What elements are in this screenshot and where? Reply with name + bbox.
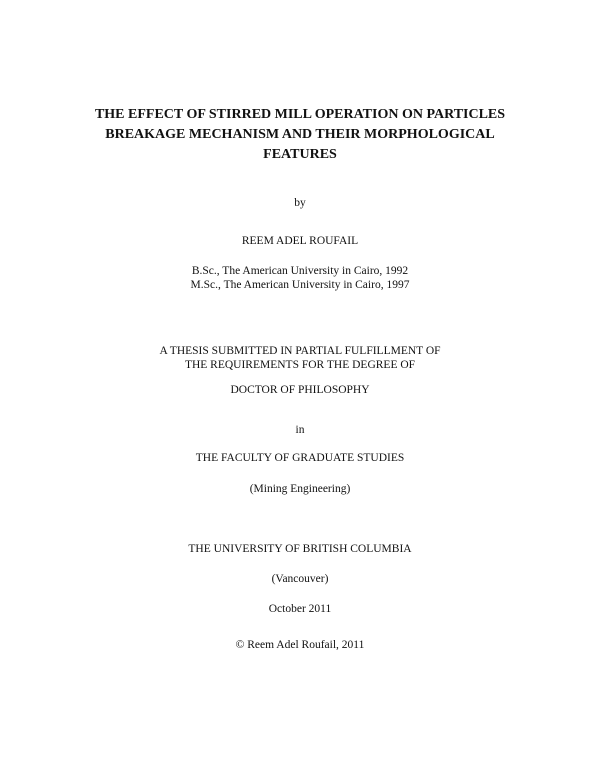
faculty-name: THE FACULTY OF GRADUATE STUDIES <box>195 452 405 464</box>
submission-line-2: THE REQUIREMENTS FOR THE DEGREE OF <box>184 359 416 371</box>
submission-line-1: A THESIS SUBMITTED IN PARTIAL FULFILLMENT OF <box>159 345 441 357</box>
copyright-notice: © Reem Adel Roufail, 2011 <box>235 639 365 651</box>
by-label: by <box>294 197 306 209</box>
submission-date: October 2011 <box>268 603 332 615</box>
thesis-title-line-3: FEATURES <box>263 147 337 162</box>
degree-bsc: B.Sc., The American University in Cairo, 1992 <box>191 265 409 277</box>
degree-msc: M.Sc., The American University in Cairo, 1997 <box>190 279 410 291</box>
in-label: in <box>295 424 305 436</box>
university-name: THE UNIVERSITY OF BRITISH COLUMBIA <box>188 543 412 555</box>
city-name: (Vancouver) <box>271 573 329 585</box>
department-name: (Mining Engineering) <box>249 483 351 495</box>
degree-name: DOCTOR OF PHILOSOPHY <box>230 384 370 396</box>
author-name: REEM ADEL ROUFAIL <box>241 235 359 247</box>
thesis-title-line-1: THE EFFECT OF STIRRED MILL OPERATION ON PARTICLES <box>94 107 506 122</box>
thesis-title-line-2: BREAKAGE MECHANISM AND THEIR MORPHOLOGICAL <box>105 127 495 142</box>
